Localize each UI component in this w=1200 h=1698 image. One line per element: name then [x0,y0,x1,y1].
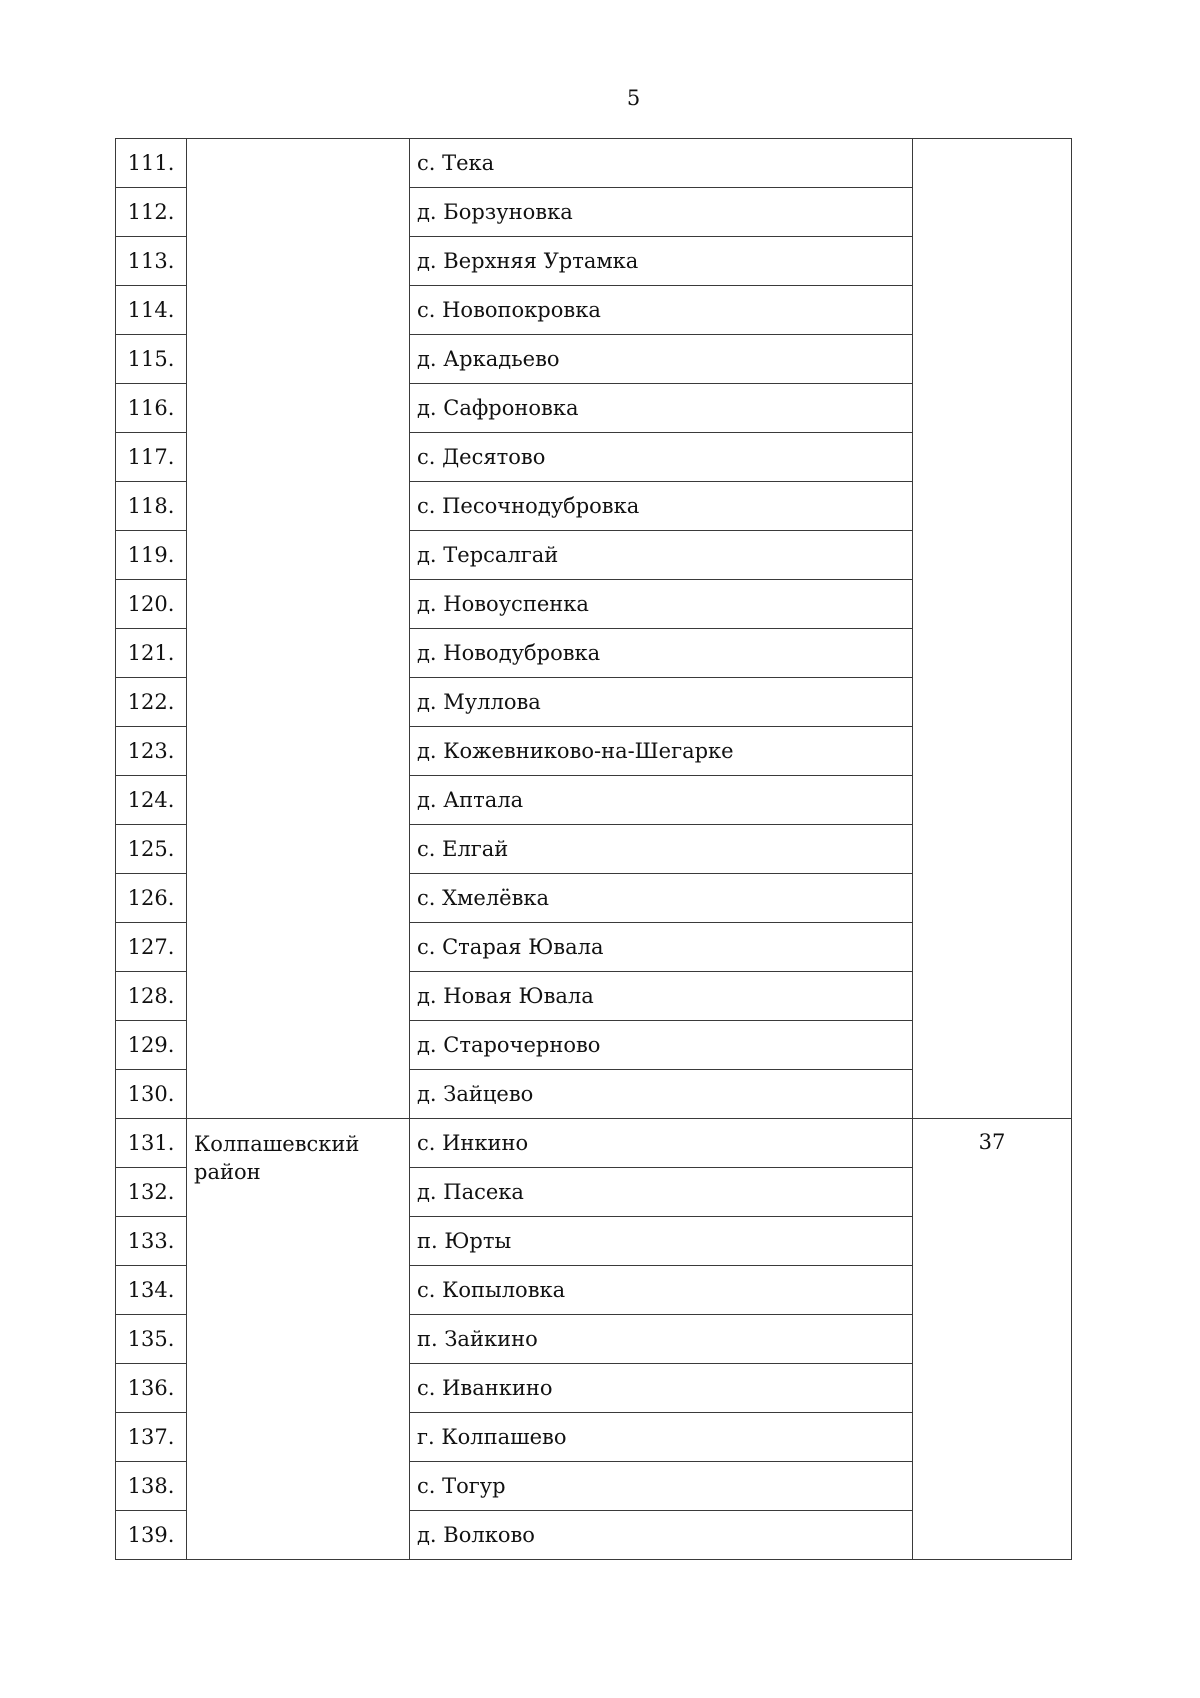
locality-name: с. Тогур [410,1462,913,1511]
locality-name: с. Инкино [410,1119,913,1168]
row-number: 119. [116,531,187,580]
row-number: 136. [116,1364,187,1413]
locality-name: с. Тека [410,139,913,188]
row-number: 133. [116,1217,187,1266]
locality-name: с. Хмелёвка [410,874,913,923]
row-number: 114. [116,286,187,335]
locality-name: д. Старочерново [410,1021,913,1070]
row-number: 137. [116,1413,187,1462]
row-number: 125. [116,825,187,874]
locality-name: п. Зайкино [410,1315,913,1364]
row-number: 123. [116,727,187,776]
page-number: 5 [626,86,641,110]
row-number: 130. [116,1070,187,1119]
row-number: 129. [116,1021,187,1070]
row-number: 111. [116,139,187,188]
row-number: 120. [116,580,187,629]
settlements-table-body [116,139,1072,1560]
district-name: Колпашевский район [187,1119,410,1560]
row-number: 121. [116,629,187,678]
locality-name: г. Колпашево [410,1413,913,1462]
locality-name: д. Терсалгай [410,531,913,580]
row-number: 126. [116,874,187,923]
locality-name: с. Копыловка [410,1266,913,1315]
locality-name: с. Десятово [410,433,913,482]
locality-name: д. Аптала [410,776,913,825]
row-number: 138. [116,1462,187,1511]
locality-name: д. Зайцево [410,1070,913,1119]
locality-name: д. Новодубровка [410,629,913,678]
locality-name: д. Борзуновка [410,188,913,237]
row-number: 116. [116,384,187,433]
settlements-table [115,138,1072,1560]
row-number: 122. [116,678,187,727]
row-number: 139. [116,1511,187,1560]
row-number: 132. [116,1168,187,1217]
locality-name: с. Новопокровка [410,286,913,335]
district-count [913,139,1072,1119]
locality-name: с. Старая Ювала [410,923,913,972]
district-name [187,139,410,1119]
row-number: 117. [116,433,187,482]
locality-name: д. Кожевниково-на-Шегарке [410,727,913,776]
row-number: 113. [116,237,187,286]
locality-name: д. Верхняя Уртамка [410,237,913,286]
district-count: 37 [913,1119,1072,1560]
row-number: 134. [116,1266,187,1315]
table-row [116,1119,1072,1168]
row-number: 135. [116,1315,187,1364]
row-number: 124. [116,776,187,825]
locality-name: д. Волково [410,1511,913,1560]
locality-name: с. Елгай [410,825,913,874]
locality-name: д. Новая Ювала [410,972,913,1021]
row-number: 128. [116,972,187,1021]
table-row [116,139,1072,188]
row-number: 112. [116,188,187,237]
locality-name: с. Иванкино [410,1364,913,1413]
row-number: 127. [116,923,187,972]
locality-name: д. Новоуспенка [410,580,913,629]
locality-name: д. Сафроновка [410,384,913,433]
locality-name: с. Песочнодубровка [410,482,913,531]
row-number: 118. [116,482,187,531]
locality-name: д. Муллова [410,678,913,727]
locality-name: п. Юрты [410,1217,913,1266]
row-number: 131. [116,1119,187,1168]
locality-name: д. Пасека [410,1168,913,1217]
locality-name: д. Аркадьево [410,335,913,384]
row-number: 115. [116,335,187,384]
